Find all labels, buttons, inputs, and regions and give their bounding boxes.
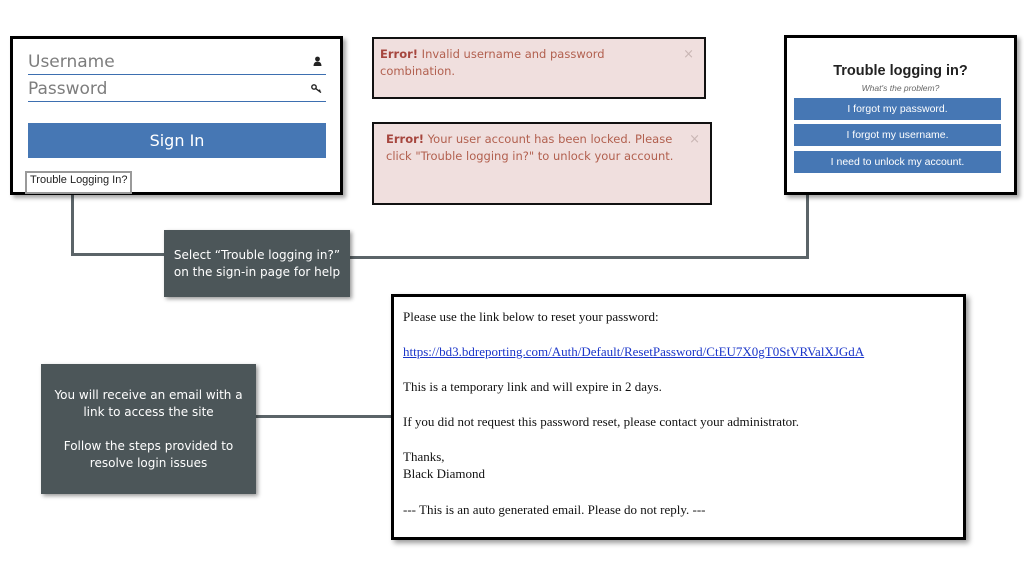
callout-line: link to access the site — [83, 404, 214, 419]
callout-line: resolve login issues — [89, 455, 208, 470]
unlock-account-button[interactable]: I need to unlock my account. — [794, 151, 1001, 173]
key-icon — [311, 83, 322, 96]
login-panel — [10, 36, 343, 195]
connector-line — [256, 415, 392, 418]
password-field[interactable] — [28, 79, 326, 102]
callout-line: on the sign-in page for help — [173, 264, 341, 279]
reset-email — [391, 294, 966, 540]
callout-line: You will receive an email with a — [54, 387, 243, 402]
username-field[interactable] — [28, 52, 326, 75]
connector-line — [350, 256, 808, 259]
email-signature: Black Diamond — [403, 466, 485, 481]
trouble-panel — [784, 35, 1017, 195]
connector-line — [806, 195, 809, 259]
error-message: Invalid username and password combination. — [380, 47, 605, 78]
error-account-locked — [372, 122, 712, 205]
callout-email-info — [41, 364, 256, 494]
connector-line — [71, 253, 164, 256]
email-expiry: This is a temporary link and will expire in 2 days. — [403, 379, 662, 394]
sign-in-button[interactable]: Sign In — [28, 123, 326, 158]
error-invalid-credentials — [372, 37, 706, 99]
password-placeholder: Password — [28, 79, 108, 99]
user-icon — [313, 56, 322, 69]
trouble-panel-title: Trouble logging in? — [833, 63, 968, 79]
close-icon[interactable]: × — [683, 47, 694, 62]
username-placeholder: Username — [28, 52, 115, 72]
email-footer: --- This is an auto generated email. Please do not reply. --- — [403, 502, 706, 517]
forgot-password-button[interactable]: I forgot my password. — [794, 98, 1001, 120]
callout-select-trouble — [164, 230, 350, 297]
trouble-logging-in-link[interactable]: Trouble Logging In? — [25, 171, 132, 194]
email-thanks: Thanks, — [403, 449, 445, 464]
connector-line — [71, 194, 74, 256]
close-icon[interactable]: × — [689, 132, 700, 147]
reset-password-link[interactable]: https://bd3.bdreporting.com/Auth/Default/ResetPassword/CtEU7X0gT0StVRValXJGdA — [403, 344, 865, 359]
error-title: Error! — [380, 47, 419, 61]
error-message: Your user account has been locked. Please click "Trouble logging in?" to unlock your account. — [386, 132, 674, 163]
forgot-username-button[interactable]: I forgot my username. — [794, 124, 1001, 146]
error-title: Error! — [386, 132, 425, 146]
email-contact: If you did not request this password reset, please contact your administrator. — [403, 414, 800, 429]
callout-line: Follow the steps provided to — [63, 438, 234, 453]
email-intro: Please use the link below to reset your password: — [403, 309, 659, 324]
callout-line: Select “Trouble logging in?” — [173, 247, 341, 262]
trouble-panel-subtitle: What's the problem? — [861, 83, 940, 93]
